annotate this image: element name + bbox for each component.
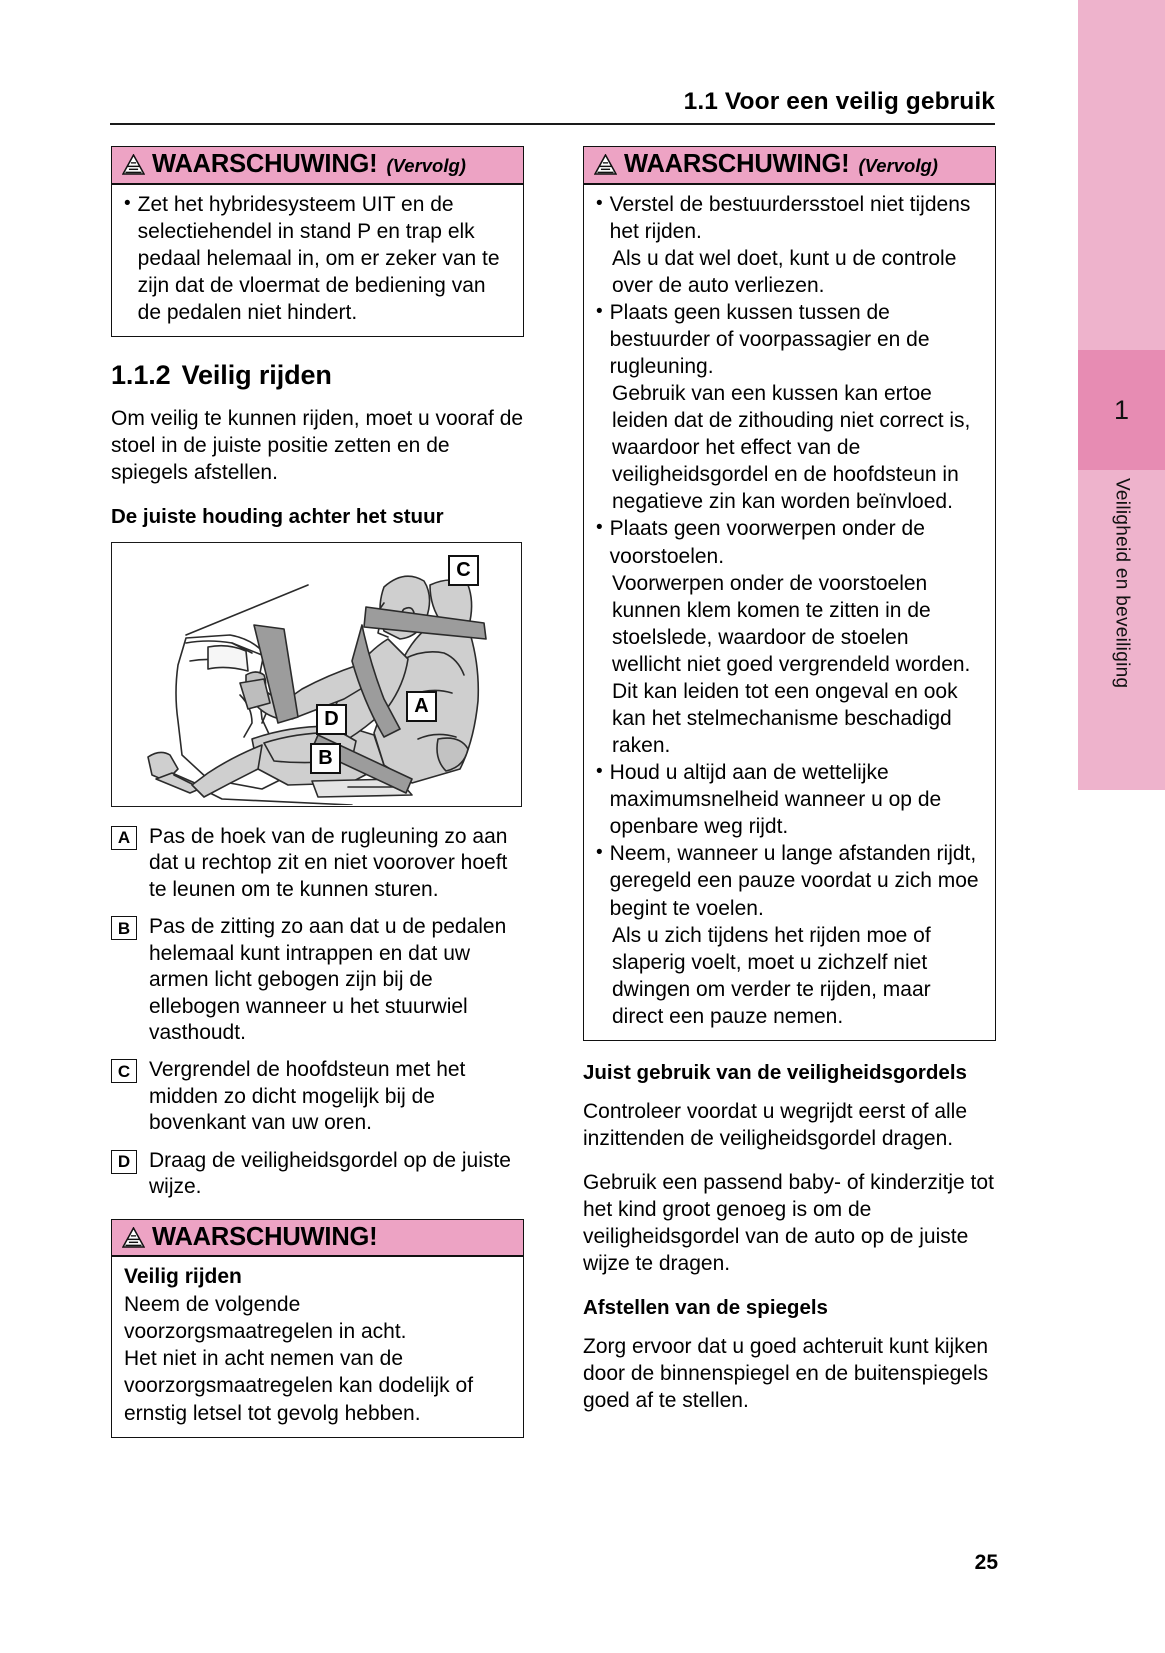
letter-item-a (111, 824, 524, 903)
warning-item-text: Plaats geen voorwerpen onder de voorstoelen. (609, 517, 925, 568)
chapter-number-block (1078, 350, 1165, 470)
warning-triangle-icon (122, 154, 145, 175)
warning-list-item (596, 191, 983, 245)
warning-paragraph: Neem de volgende voorzorgsmaatregelen in acht. (124, 1293, 407, 1344)
section-heading (111, 360, 524, 391)
warning-box-continued-right (583, 146, 996, 1041)
warning-triangle-icon (594, 154, 617, 175)
letter-badge: B (111, 916, 137, 940)
warning-body (112, 1257, 523, 1436)
warning-item-text: Neem, wanneer u lange afstanden rijdt, geregeld een pauze voordat u zich moe begint te voelen. (609, 842, 979, 920)
warning-sub-title: Veilig rijden (124, 1265, 242, 1289)
warning-item-text: Plaats geen kussen tussen de bestuurder of voorpassagier en de rugleuning. (609, 300, 930, 378)
figure-callout-d: D (316, 704, 347, 735)
warning-list-item (596, 515, 983, 569)
warning-list-item (124, 191, 511, 326)
sub-heading-mirrors: Afstellen van de spiegels (583, 1295, 828, 1319)
bullet-marker: • (596, 192, 603, 214)
section-title: Veilig rijden (181, 359, 332, 390)
section-number: 1.1.2 (111, 359, 171, 390)
bullet-marker: • (596, 517, 603, 539)
mirror-paragraph-1: Zorg ervoor dat u goed achteruit kunt kijken door de binnenspiegel en de buitenspiegels goed af te stellen. (583, 1334, 989, 1413)
warning-header (112, 147, 523, 185)
page-number: 25 (974, 1551, 998, 1574)
running-head: 1.1 Voor een veilig gebruik (683, 88, 995, 115)
letter-badge: D (111, 1150, 137, 1174)
letter-item-c (111, 1057, 524, 1136)
letter-badge: A (111, 826, 137, 850)
driving-posture-figure (111, 542, 522, 807)
warning-box-continued-left (111, 146, 524, 337)
figure-callout-b: B (310, 743, 341, 774)
warning-item-note: Als u zich tijdens het rijden moe of slaperig voelt, moet u zichzelf niet dwingen om verder te rijden, maar direct een pauze nemen. (612, 923, 931, 1028)
sub-heading-posture: De juiste houding achter het stuur (111, 504, 444, 528)
warning-title: WAARSCHUWING! (152, 150, 378, 178)
warning-list-item (596, 840, 983, 921)
chapter-label-text: Veiligheid en beveiliging (1111, 478, 1133, 689)
warning-item-text: Verstel de bestuurdersstoel niet tijdens het rijden. (609, 192, 971, 243)
chapter-tab-strip (1068, 0, 1165, 1653)
letter-badge: C (111, 1059, 137, 1083)
bullet-marker: • (596, 300, 603, 322)
letter-item-b (111, 914, 524, 1046)
warning-body (584, 185, 995, 1040)
warning-item-note: Als u dat wel doet, kunt u de controle over de auto verliezen. (612, 246, 957, 297)
figure-callout-c: C (448, 555, 479, 586)
letter-item-d (111, 1148, 524, 1201)
warning-header (112, 1220, 523, 1258)
seatbelt-paragraph-2: Gebruik een passend baby- of kinderzitje tot het kind groot genoeg is om de veiligheidsgordel van de auto op de juiste wijze te dragen. (583, 1170, 994, 1276)
chapter-label-vertical (1078, 478, 1165, 778)
warning-item-note: Gebruik van een kussen kan ertoe leiden dat de zithouding niet correct is, waardoor het effect van de veiligheidsgordel en de hoofdsteun in negatieve zin kan worden beïnvloed. (612, 382, 971, 514)
right-column (583, 146, 996, 1431)
seatbelt-paragraph-1: Controleer voordat u wegrijdt eerst of alle inzittenden de veiligheidsgordel dragen. (583, 1099, 968, 1151)
warning-paragraph: Het niet in acht nemen van de voorzorgsmaatregelen kan dodelijk of ernstig letsel tot gevolg hebben. (124, 1347, 474, 1425)
warning-triangle-icon (122, 1227, 145, 1248)
warning-header (584, 147, 995, 185)
sub-heading-seatbelts: Juist gebruik van de veiligheidsgordels (583, 1060, 967, 1084)
warning-item-text: Houd u altijd aan de wettelijke maximumsnelheid wanneer u op de openbare weg rijdt. (609, 761, 942, 839)
letter-item-text: Vergrendel de hoofdsteun met het midden zo dicht mogelijk bij de bovenkant van uw oren. (149, 1058, 466, 1135)
letter-item-text: Draag de veiligheidsgordel op de juiste wijze. (149, 1148, 511, 1199)
letter-item-text: Pas de hoek van de rugleuning zo aan dat u rechtop zit en niet voorover hoeft te leunen om te kunnen sturen. (149, 824, 508, 901)
bullet-marker: • (596, 761, 603, 783)
figure-callout-a: A (406, 691, 437, 722)
warning-list-item (596, 759, 983, 840)
left-column (111, 146, 524, 1438)
warning-body (112, 185, 523, 336)
warning-item-text: Zet het hybridesysteem UIT en de selectiehendel in stand P en trap elk pedaal helemaal in, om er zeker van te zijn dat de vloermat de bediening van de pedalen niet hindert. (137, 192, 500, 324)
warning-title: WAARSCHUWING! (152, 1222, 378, 1251)
warning-continued-label: (Vervolg) (858, 155, 938, 176)
warning-title: WAARSCHUWING! (624, 150, 850, 178)
section-intro-paragraph: Om veilig te kunnen rijden, moet u vooraf de stoel in de juiste positie zetten en de spiegels afstellen. (111, 406, 524, 485)
letter-item-text: Pas de zitting zo aan dat u de pedalen helemaal kunt intrappen en dat uw armen licht gebogen zijn bij de ellebogen wanneer u het stuurwiel vasthoudt. (149, 915, 507, 1044)
bullet-marker: • (124, 192, 131, 214)
header-rule (110, 123, 995, 125)
warning-item-note: Voorwerpen onder de voorstoelen kunnen klem komen te zitten in de stoelslede, waardoor de stoelen wellicht niet goed vergrendeld worden. Dit kan leiden tot een ongeval en ook kan het stelmechanisme beschadigd raken. (612, 571, 971, 758)
warning-list-item (596, 299, 983, 380)
chapter-number: 1 (1113, 394, 1130, 425)
warning-box-safe-driving (111, 1219, 524, 1438)
bullet-marker: • (596, 842, 603, 864)
warning-continued-label: (Vervolg) (386, 155, 466, 176)
